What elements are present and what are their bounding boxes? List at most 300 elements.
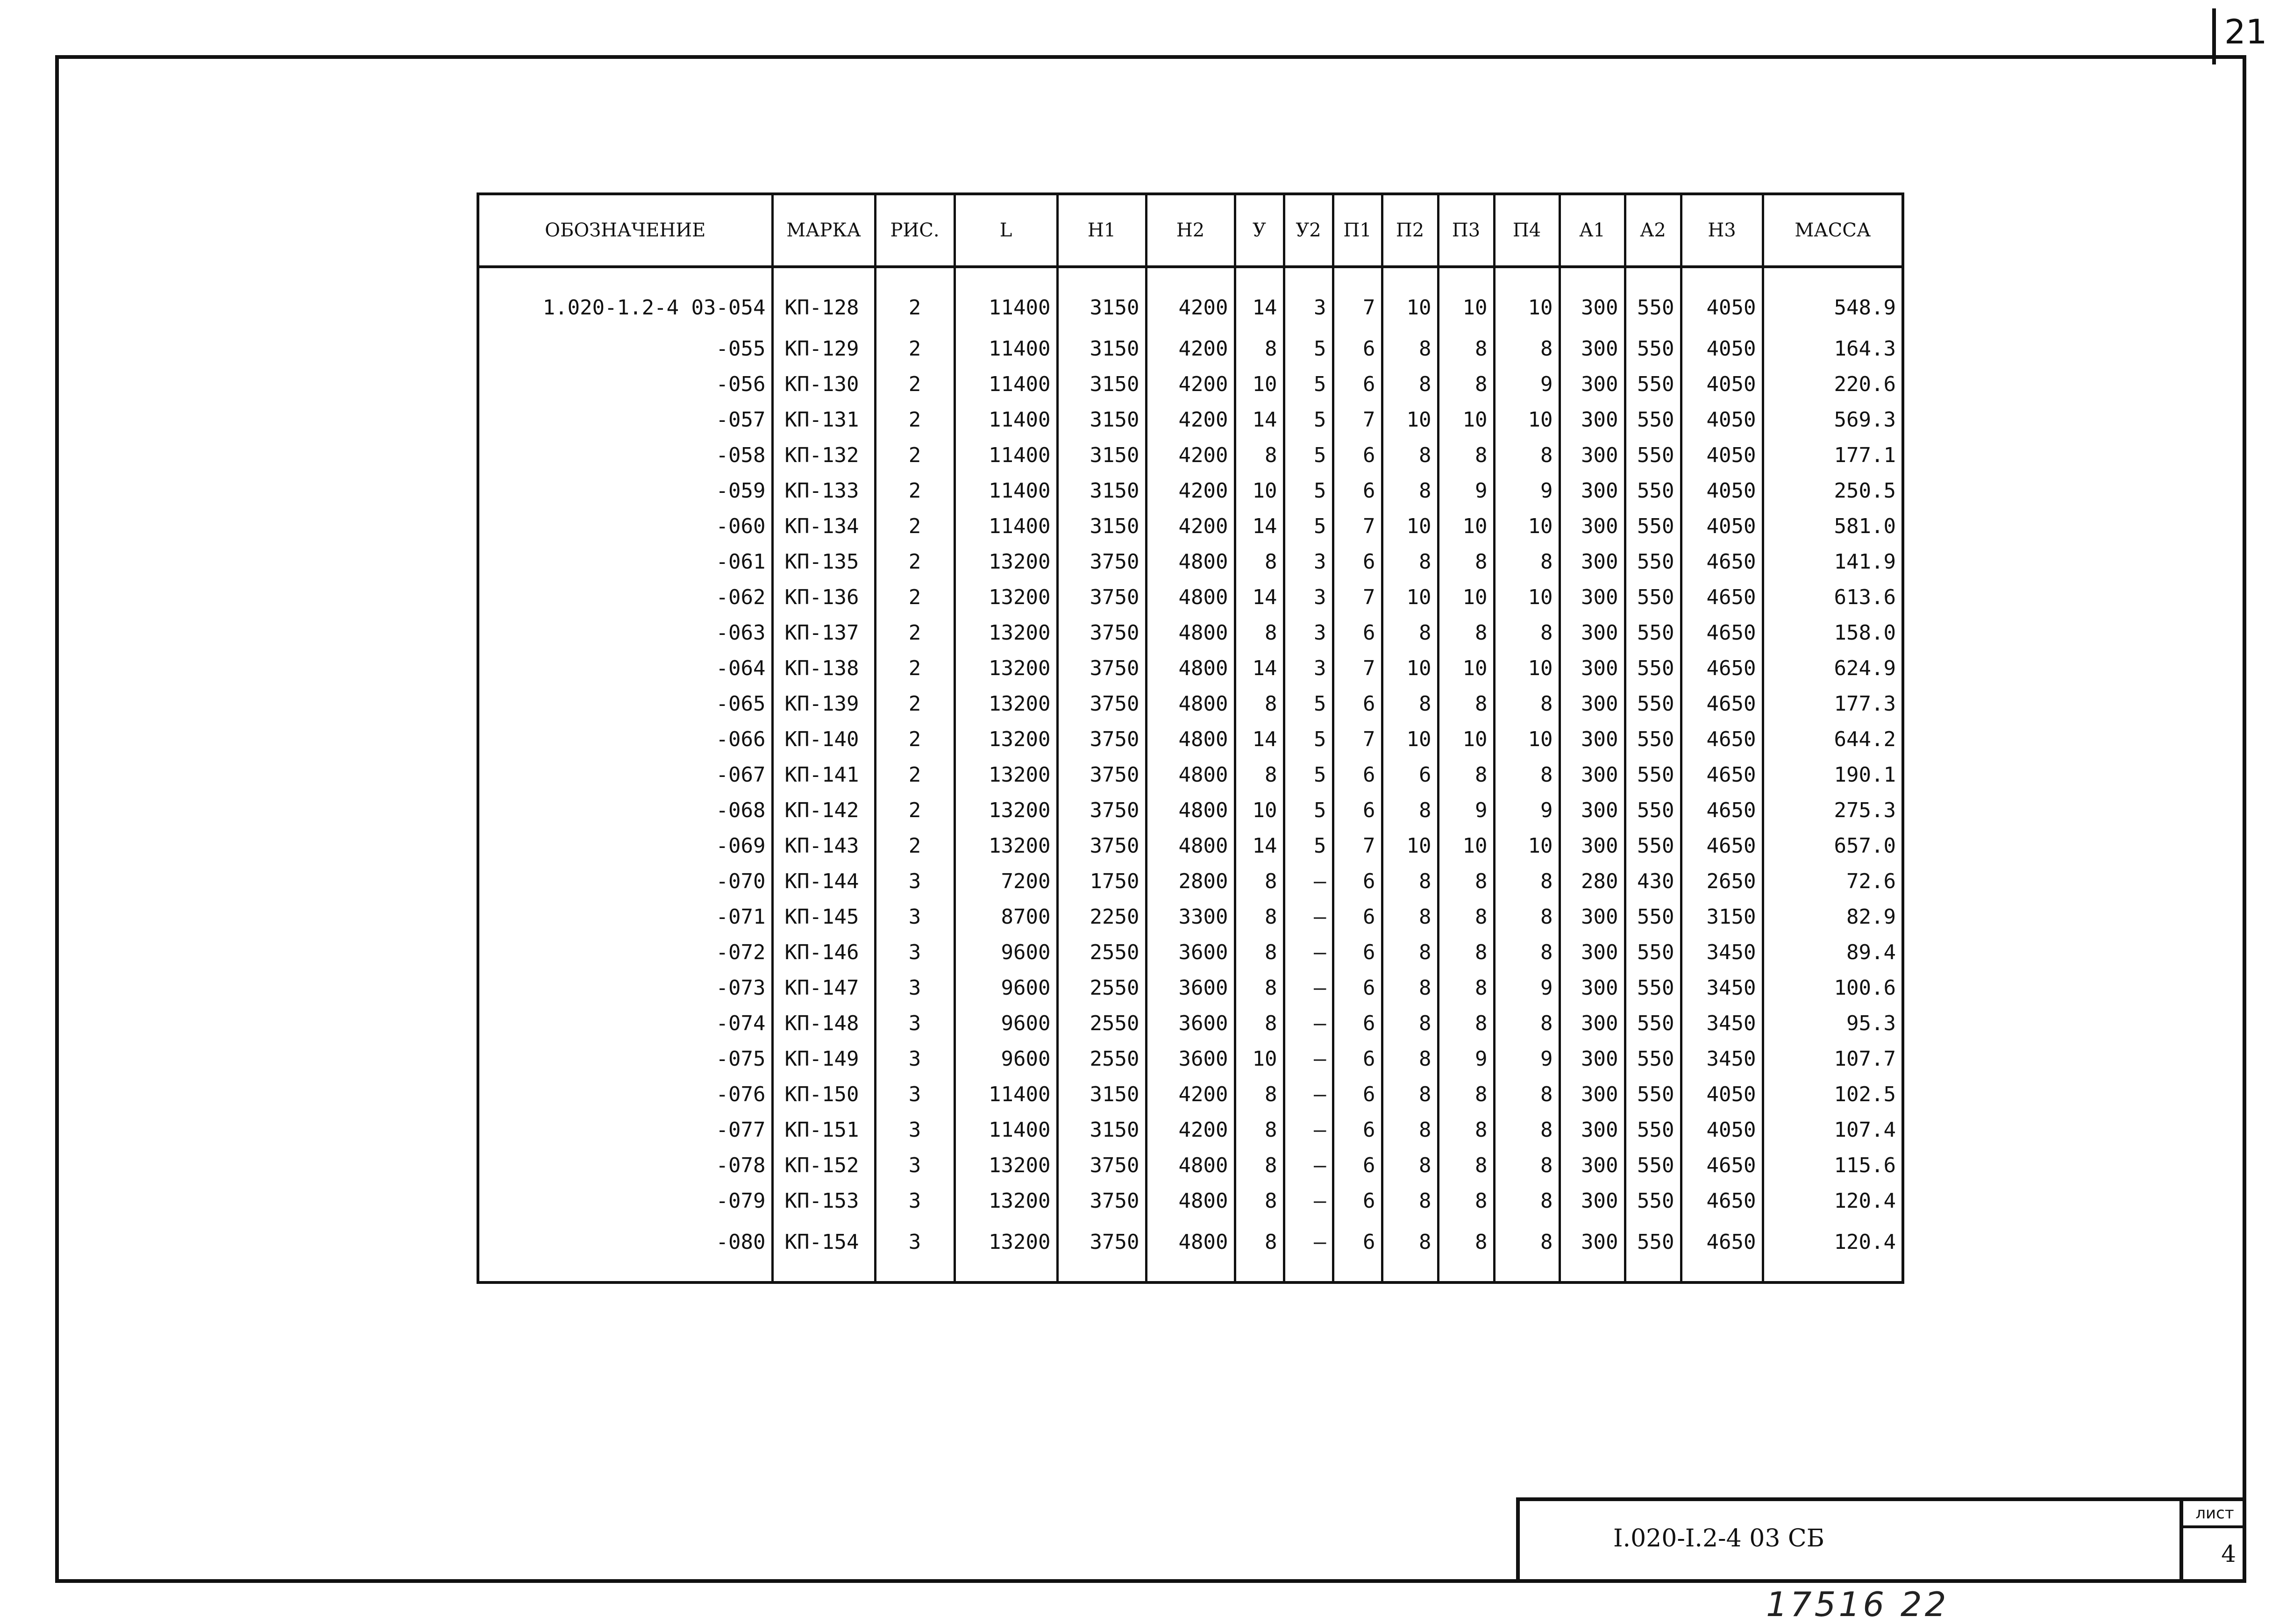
table-cell: 13200 bbox=[954, 1218, 1057, 1282]
table-cell: 3450 bbox=[1681, 1005, 1763, 1041]
table-cell: 569.3 bbox=[1763, 402, 1903, 437]
column-header: У2 bbox=[1284, 194, 1333, 267]
table-cell: 4650 bbox=[1681, 828, 1763, 863]
table-cell: 3 bbox=[875, 1005, 954, 1041]
table-cell: 10 bbox=[1494, 721, 1560, 757]
table-cell: 8 bbox=[1382, 366, 1438, 402]
table-cell: 300 bbox=[1560, 1147, 1625, 1183]
table-cell: 550 bbox=[1625, 437, 1681, 473]
table-cell: 190.1 bbox=[1763, 757, 1903, 792]
table-cell: 550 bbox=[1625, 366, 1681, 402]
table-cell: 10 bbox=[1235, 473, 1284, 508]
table-cell: 8 bbox=[1438, 331, 1494, 366]
table-cell: 5 bbox=[1284, 437, 1333, 473]
table-cell: 9600 bbox=[954, 1005, 1057, 1041]
table-cell: КП-131 bbox=[772, 402, 875, 437]
table-cell: -075 bbox=[716, 1047, 766, 1071]
table-cell: 10 bbox=[1235, 366, 1284, 402]
table-cell: 6 bbox=[1333, 792, 1382, 828]
table-cell: 3750 bbox=[1057, 1147, 1146, 1183]
table-cell: 550 bbox=[1625, 828, 1681, 863]
table-row bbox=[478, 686, 1903, 721]
table-cell: 4200 bbox=[1146, 331, 1235, 366]
table-cell: 550 bbox=[1625, 1076, 1681, 1112]
table-cell: 4200 bbox=[1146, 1112, 1235, 1147]
table-cell: 13200 bbox=[954, 615, 1057, 650]
table-cell: 2 bbox=[875, 544, 954, 579]
table-cell: 11400 bbox=[954, 1112, 1057, 1147]
table-cell: 6 bbox=[1333, 1218, 1382, 1282]
table-cell: 8 bbox=[1438, 757, 1494, 792]
title-block bbox=[1516, 1497, 2184, 1583]
table-cell: 550 bbox=[1625, 721, 1681, 757]
table-cell: 300 bbox=[1560, 544, 1625, 579]
table-cell: 300 bbox=[1560, 267, 1625, 331]
table-cell: 2 bbox=[875, 402, 954, 437]
sheet-box bbox=[2179, 1497, 2246, 1583]
table-cell: 4800 bbox=[1146, 1183, 1235, 1218]
table-cell: 10 bbox=[1382, 402, 1438, 437]
table-cell: 9 bbox=[1494, 366, 1560, 402]
table-cell: 13200 bbox=[954, 579, 1057, 615]
table-cell: 3 bbox=[875, 1147, 954, 1183]
table-cell: 10 bbox=[1382, 650, 1438, 686]
table-cell: 89.4 bbox=[1763, 934, 1903, 970]
table-row bbox=[478, 934, 1903, 970]
table-row bbox=[478, 970, 1903, 1005]
table-cell: 8 bbox=[1235, 331, 1284, 366]
table-cell: 3 bbox=[875, 899, 954, 934]
table-cell: 300 bbox=[1560, 1112, 1625, 1147]
table-cell: 3750 bbox=[1057, 650, 1146, 686]
table-cell: КП-141 bbox=[772, 757, 875, 792]
table-cell: 72.6 bbox=[1763, 863, 1903, 899]
table-cell: 4800 bbox=[1146, 757, 1235, 792]
table-cell: 10 bbox=[1382, 828, 1438, 863]
table-cell: 6 bbox=[1333, 473, 1382, 508]
table-cell: 8 bbox=[1438, 366, 1494, 402]
column-header: МАРКА bbox=[772, 194, 875, 267]
table-cell: 2 bbox=[875, 721, 954, 757]
table-cell: 5 bbox=[1284, 792, 1333, 828]
table-row bbox=[478, 1076, 1903, 1112]
table-cell: 3 bbox=[875, 1041, 954, 1076]
table-cell: 2 bbox=[875, 615, 954, 650]
table-cell: 300 bbox=[1560, 508, 1625, 544]
table-cell: КП-135 bbox=[772, 544, 875, 579]
table-cell: 3 bbox=[875, 970, 954, 1005]
table-cell: 300 bbox=[1560, 331, 1625, 366]
table-cell: 2 bbox=[875, 267, 954, 331]
table-cell: 14 bbox=[1235, 828, 1284, 863]
table-cell: 10 bbox=[1494, 650, 1560, 686]
table-cell: 8 bbox=[1235, 437, 1284, 473]
table-cell: 300 bbox=[1560, 686, 1625, 721]
handwritten-note: 17516 22 bbox=[1766, 1585, 1949, 1624]
table-cell: 1750 bbox=[1057, 863, 1146, 899]
table-cell: 430 bbox=[1625, 863, 1681, 899]
table-cell: 8 bbox=[1382, 331, 1438, 366]
table-cell: 13200 bbox=[954, 686, 1057, 721]
table-cell: 2550 bbox=[1057, 934, 1146, 970]
table-cell: 8 bbox=[1382, 686, 1438, 721]
table-cell: 8 bbox=[1235, 863, 1284, 899]
table-cell: КП-129 bbox=[772, 331, 875, 366]
table-cell: 9600 bbox=[954, 970, 1057, 1005]
column-header: П4 bbox=[1494, 194, 1560, 267]
table-cell: 2550 bbox=[1057, 1041, 1146, 1076]
table-cell: 115.6 bbox=[1763, 1147, 1903, 1183]
table-cell: 8 bbox=[1382, 473, 1438, 508]
table-cell: 8 bbox=[1494, 686, 1560, 721]
table-cell: 550 bbox=[1625, 1183, 1681, 1218]
table-cell: 300 bbox=[1560, 970, 1625, 1005]
table-cell: 14 bbox=[1235, 267, 1284, 331]
table-row bbox=[478, 402, 1903, 437]
table-cell: 300 bbox=[1560, 899, 1625, 934]
table-cell: 300 bbox=[1560, 934, 1625, 970]
table-cell: 141.9 bbox=[1763, 544, 1903, 579]
table-row bbox=[478, 1183, 1903, 1218]
table-cell: 3150 bbox=[1057, 508, 1146, 544]
table-cell: 644.2 bbox=[1763, 721, 1903, 757]
table-cell: 4050 bbox=[1681, 473, 1763, 508]
table-cell: 8 bbox=[1494, 1147, 1560, 1183]
table-cell: 4050 bbox=[1681, 267, 1763, 331]
table-cell: 6 bbox=[1333, 1076, 1382, 1112]
table-cell: 9600 bbox=[954, 1041, 1057, 1076]
table-cell: 9 bbox=[1438, 792, 1494, 828]
table-cell: 8 bbox=[1235, 934, 1284, 970]
table-cell: 13200 bbox=[954, 1147, 1057, 1183]
table-row bbox=[478, 863, 1903, 899]
table-cell: КП-137 bbox=[772, 615, 875, 650]
table-cell: 10 bbox=[1438, 721, 1494, 757]
table-cell: 6 bbox=[1333, 366, 1382, 402]
table-cell: 3 bbox=[1284, 650, 1333, 686]
table-cell: 1.020-1.2-4 03-054 bbox=[542, 295, 766, 320]
column-header: ОБОЗНАЧЕНИЕ bbox=[478, 194, 772, 267]
table-cell: 6 bbox=[1382, 757, 1438, 792]
column-header: П2 bbox=[1382, 194, 1438, 267]
table-cell: 107.4 bbox=[1763, 1112, 1903, 1147]
table-cell: 8 bbox=[1438, 615, 1494, 650]
table-cell: 4050 bbox=[1681, 1076, 1763, 1112]
table-cell: 4050 bbox=[1681, 1112, 1763, 1147]
table-cell: 177.1 bbox=[1763, 437, 1903, 473]
table-cell: – bbox=[1284, 1218, 1333, 1282]
table-cell: -065 bbox=[716, 691, 766, 716]
table-cell: 8 bbox=[1438, 544, 1494, 579]
table-cell: 3150 bbox=[1681, 899, 1763, 934]
table-cell: 5 bbox=[1284, 828, 1333, 863]
table-cell: КП-136 bbox=[772, 579, 875, 615]
table-cell: КП-132 bbox=[772, 437, 875, 473]
table-cell: 3150 bbox=[1057, 267, 1146, 331]
table-row bbox=[478, 650, 1903, 686]
table-cell: 100.6 bbox=[1763, 970, 1903, 1005]
table-cell: 7 bbox=[1333, 579, 1382, 615]
column-header: Н1 bbox=[1057, 194, 1146, 267]
table-cell: 550 bbox=[1625, 650, 1681, 686]
table-cell: 3 bbox=[1284, 267, 1333, 331]
table-cell: 3 bbox=[1284, 544, 1333, 579]
table-cell: 10 bbox=[1382, 267, 1438, 331]
table-cell: 8 bbox=[1235, 757, 1284, 792]
column-header: L bbox=[954, 194, 1057, 267]
table-cell: 4650 bbox=[1681, 757, 1763, 792]
table-cell: 4650 bbox=[1681, 1183, 1763, 1218]
table-row bbox=[478, 792, 1903, 828]
table-cell: 3750 bbox=[1057, 828, 1146, 863]
table-cell: -073 bbox=[716, 976, 766, 1000]
table-cell: 5 bbox=[1284, 757, 1333, 792]
table-cell: 550 bbox=[1625, 1005, 1681, 1041]
table-cell: 8 bbox=[1494, 934, 1560, 970]
table-cell: 300 bbox=[1560, 1076, 1625, 1112]
table-cell: 550 bbox=[1625, 615, 1681, 650]
table-cell: – bbox=[1284, 1112, 1333, 1147]
table-cell: 4800 bbox=[1146, 1218, 1235, 1282]
table-row bbox=[478, 579, 1903, 615]
table-cell: 550 bbox=[1625, 579, 1681, 615]
table-cell: -060 bbox=[716, 514, 766, 538]
table-cell: 10 bbox=[1494, 828, 1560, 863]
table-cell: 6 bbox=[1333, 1005, 1382, 1041]
table-cell: 8 bbox=[1382, 1041, 1438, 1076]
table-cell: -079 bbox=[716, 1189, 766, 1213]
table-cell: 220.6 bbox=[1763, 366, 1903, 402]
table-cell: 3750 bbox=[1057, 721, 1146, 757]
table-cell: 8 bbox=[1438, 1112, 1494, 1147]
table-cell: КП-134 bbox=[772, 508, 875, 544]
table-cell: КП-154 bbox=[772, 1218, 875, 1282]
table-cell: – bbox=[1284, 1005, 1333, 1041]
table-cell: 4650 bbox=[1681, 1218, 1763, 1282]
table-cell: 6 bbox=[1333, 686, 1382, 721]
table-cell: 550 bbox=[1625, 402, 1681, 437]
table-cell: 4800 bbox=[1146, 579, 1235, 615]
table-cell: 107.7 bbox=[1763, 1041, 1903, 1076]
table-cell: 2800 bbox=[1146, 863, 1235, 899]
table-cell: 550 bbox=[1625, 508, 1681, 544]
table-cell: 300 bbox=[1560, 402, 1625, 437]
table-cell: 4650 bbox=[1681, 615, 1763, 650]
table-body bbox=[478, 267, 1903, 1282]
table-cell: 8 bbox=[1382, 863, 1438, 899]
table-cell: 8 bbox=[1382, 544, 1438, 579]
table-cell: 3750 bbox=[1057, 686, 1146, 721]
table-cell: 10 bbox=[1438, 650, 1494, 686]
table-cell: 280 bbox=[1560, 863, 1625, 899]
table-cell: 10 bbox=[1494, 508, 1560, 544]
table-cell: 8 bbox=[1235, 1076, 1284, 1112]
table-cell: 548.9 bbox=[1763, 267, 1903, 331]
table-cell: 2 bbox=[875, 331, 954, 366]
table-cell: 300 bbox=[1560, 473, 1625, 508]
table-cell: 4200 bbox=[1146, 508, 1235, 544]
table-cell: 581.0 bbox=[1763, 508, 1903, 544]
table-cell: -078 bbox=[716, 1153, 766, 1177]
table-cell: 14 bbox=[1235, 721, 1284, 757]
table-cell: 550 bbox=[1625, 686, 1681, 721]
table-row bbox=[478, 437, 1903, 473]
table-cell: 3150 bbox=[1057, 437, 1146, 473]
table-cell: 3600 bbox=[1146, 934, 1235, 970]
table-cell: 5 bbox=[1284, 473, 1333, 508]
table-row bbox=[478, 721, 1903, 757]
table-cell: 177.3 bbox=[1763, 686, 1903, 721]
table-cell: -072 bbox=[716, 940, 766, 964]
table-cell: 4200 bbox=[1146, 1076, 1235, 1112]
table-cell: 9 bbox=[1438, 1041, 1494, 1076]
table-cell: -074 bbox=[716, 1011, 766, 1035]
table-cell: – bbox=[1284, 899, 1333, 934]
table-row bbox=[478, 267, 1903, 331]
table-cell: -055 bbox=[716, 336, 766, 361]
table-cell: 657.0 bbox=[1763, 828, 1903, 863]
table-cell: 3 bbox=[875, 1076, 954, 1112]
table-cell: 13200 bbox=[954, 792, 1057, 828]
table-cell: 10 bbox=[1438, 508, 1494, 544]
table-cell: 5 bbox=[1284, 331, 1333, 366]
table-row bbox=[478, 508, 1903, 544]
table-cell: 6 bbox=[1333, 1183, 1382, 1218]
table-cell: 8 bbox=[1438, 437, 1494, 473]
table-cell: 550 bbox=[1625, 331, 1681, 366]
column-header: А1 bbox=[1560, 194, 1625, 267]
table-cell: 10 bbox=[1494, 402, 1560, 437]
table-cell: 8 bbox=[1235, 615, 1284, 650]
table-cell: -058 bbox=[716, 443, 766, 467]
table-cell: 14 bbox=[1235, 650, 1284, 686]
table-cell: 7 bbox=[1333, 828, 1382, 863]
table-cell: КП-152 bbox=[772, 1147, 875, 1183]
table-cell: 2 bbox=[875, 508, 954, 544]
sheet-label: лист bbox=[2183, 1501, 2246, 1528]
table-cell: -056 bbox=[716, 372, 766, 396]
table-cell: 4050 bbox=[1681, 437, 1763, 473]
column-header: МАССА bbox=[1763, 194, 1903, 267]
table-cell: КП-145 bbox=[772, 899, 875, 934]
table-cell: 10 bbox=[1382, 721, 1438, 757]
table-cell: 3750 bbox=[1057, 757, 1146, 792]
document-code: I.020-I.2-4 03 СБ bbox=[1613, 1524, 1824, 1553]
table-cell: -063 bbox=[716, 620, 766, 645]
table-cell: 10 bbox=[1438, 267, 1494, 331]
table-cell: 3450 bbox=[1681, 934, 1763, 970]
table-cell: 11400 bbox=[954, 331, 1057, 366]
table-cell: 4050 bbox=[1681, 508, 1763, 544]
table-cell: 613.6 bbox=[1763, 579, 1903, 615]
table-cell: 11400 bbox=[954, 508, 1057, 544]
table-cell: 8 bbox=[1382, 1076, 1438, 1112]
table-cell: 4650 bbox=[1681, 1147, 1763, 1183]
table-cell: -066 bbox=[716, 727, 766, 751]
table-cell: 6 bbox=[1333, 1112, 1382, 1147]
table-cell: 4050 bbox=[1681, 366, 1763, 402]
table-cell: 8 bbox=[1438, 1147, 1494, 1183]
table-cell: КП-128 bbox=[772, 267, 875, 331]
table-cell: 11400 bbox=[954, 366, 1057, 402]
table-cell: 8 bbox=[1382, 1183, 1438, 1218]
table-cell: 8 bbox=[1494, 544, 1560, 579]
table-cell: 3 bbox=[875, 1112, 954, 1147]
table-cell: 8 bbox=[1494, 757, 1560, 792]
table-cell: 6 bbox=[1333, 863, 1382, 899]
table-cell: 8 bbox=[1382, 1218, 1438, 1282]
table-cell: 3750 bbox=[1057, 579, 1146, 615]
table-cell: 13200 bbox=[954, 721, 1057, 757]
table-cell: 14 bbox=[1235, 402, 1284, 437]
table-cell: 8 bbox=[1382, 792, 1438, 828]
table-cell: 7200 bbox=[954, 863, 1057, 899]
table-cell: 4200 bbox=[1146, 366, 1235, 402]
column-header: П3 bbox=[1438, 194, 1494, 267]
table-cell: 8 bbox=[1494, 331, 1560, 366]
table-cell: 8 bbox=[1438, 863, 1494, 899]
table-cell: 3750 bbox=[1057, 792, 1146, 828]
table-cell: – bbox=[1284, 934, 1333, 970]
table-row bbox=[478, 331, 1903, 366]
table-cell: 6 bbox=[1333, 615, 1382, 650]
table-cell: 550 bbox=[1625, 267, 1681, 331]
table-cell: 6 bbox=[1333, 1041, 1382, 1076]
table-cell: 3750 bbox=[1057, 544, 1146, 579]
table-cell: 3150 bbox=[1057, 1112, 1146, 1147]
table-cell: 8 bbox=[1235, 970, 1284, 1005]
table-cell: КП-153 bbox=[772, 1183, 875, 1218]
table-cell: 300 bbox=[1560, 650, 1625, 686]
table-cell: 10 bbox=[1382, 508, 1438, 544]
table-cell: -059 bbox=[716, 478, 766, 503]
table-row bbox=[478, 1041, 1903, 1076]
table-cell: 2 bbox=[875, 686, 954, 721]
table-cell: 8 bbox=[1382, 1147, 1438, 1183]
table-row bbox=[478, 366, 1903, 402]
table-cell: 5 bbox=[1284, 721, 1333, 757]
table-cell: 6 bbox=[1333, 544, 1382, 579]
table-cell: 300 bbox=[1560, 757, 1625, 792]
table-cell: 2 bbox=[875, 366, 954, 402]
column-header: Н2 bbox=[1146, 194, 1235, 267]
table-cell: 250.5 bbox=[1763, 473, 1903, 508]
table-cell: 4200 bbox=[1146, 437, 1235, 473]
table-cell: 275.3 bbox=[1763, 792, 1903, 828]
table-cell: 3 bbox=[1284, 615, 1333, 650]
table-cell: 550 bbox=[1625, 1041, 1681, 1076]
table-cell: -068 bbox=[716, 798, 766, 822]
table-cell: 3150 bbox=[1057, 402, 1146, 437]
table-cell: – bbox=[1284, 863, 1333, 899]
table-cell: 164.3 bbox=[1763, 331, 1903, 366]
table-cell: -067 bbox=[716, 762, 766, 787]
table-cell: 3750 bbox=[1057, 615, 1146, 650]
table-cell: 5 bbox=[1284, 402, 1333, 437]
table-cell: 2 bbox=[875, 579, 954, 615]
table-cell: -064 bbox=[716, 656, 766, 680]
table-cell: 4650 bbox=[1681, 686, 1763, 721]
table-cell: 8 bbox=[1235, 899, 1284, 934]
table-row bbox=[478, 1112, 1903, 1147]
table-cell: 550 bbox=[1625, 934, 1681, 970]
table-cell: – bbox=[1284, 1041, 1333, 1076]
table-cell: 8 bbox=[1494, 615, 1560, 650]
table-cell: 2550 bbox=[1057, 970, 1146, 1005]
table-cell: 5 bbox=[1284, 508, 1333, 544]
table-cell: 102.5 bbox=[1763, 1076, 1903, 1112]
table-cell: 4800 bbox=[1146, 828, 1235, 863]
